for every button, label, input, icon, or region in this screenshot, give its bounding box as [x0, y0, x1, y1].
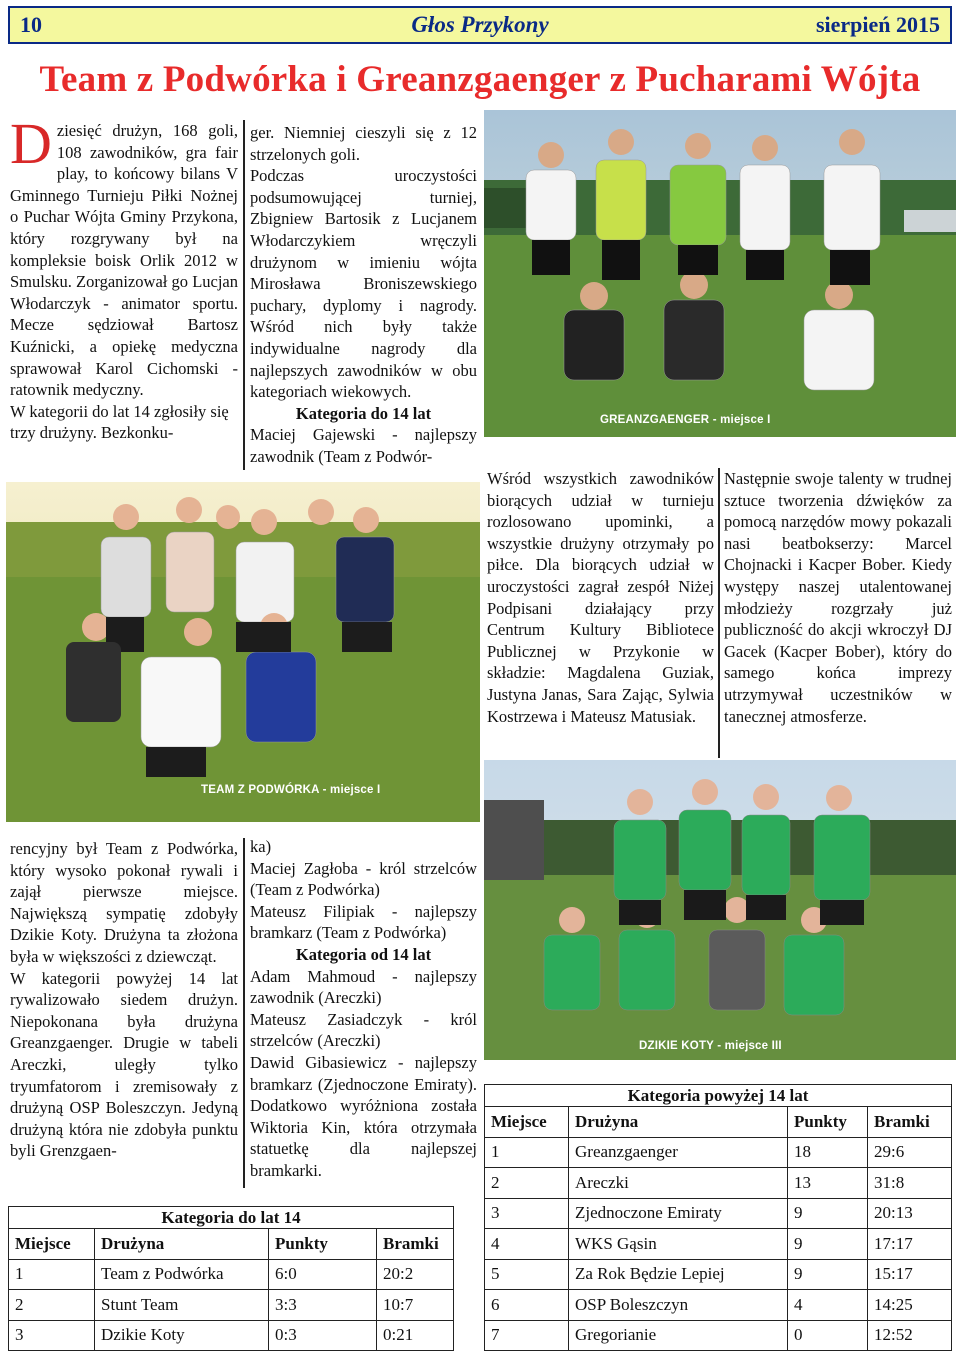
award-line: Maciej Zagłoba - król strzelców (Team z Podwórka): [250, 858, 477, 900]
table-row: [9, 1320, 454, 1351]
cell-points: 3:3: [269, 1290, 377, 1321]
cell-points: 9: [788, 1198, 868, 1229]
article-headline: Team z Podwórka i Greanzgaenger z Pucharami Wójta: [39, 59, 921, 100]
table-row: [485, 1290, 952, 1321]
intro-paragraph: ziesięć drużyn, 168 goli, 108 zawodników, gra fair play, to końcowy bilans V Gminnego Turnieju Piłki Nożnej o Puchar Wójta Gminy Przykona, który rozgrywany był na kompleksie boisk Orlik 2012 w Smulsku. Zorganizował go Lucjan Włodarczyk - animator sportu. Mecze sędziował Bartosz Kuźnicki, a opiekę medyczna sprawował Karol Cichomski - ratownik medyczny.: [10, 121, 238, 400]
table-row: [485, 1198, 952, 1229]
paragraph: rencyjny był Team z Podwórka, który wysoko pokonał rywali i zajął pierwsze miejsce. Największą sympatię zdobyły Dzikie Koty. Drużyna ta złożona była w większości z dziewcząt.: [10, 839, 238, 966]
table-header-row: [485, 1107, 952, 1138]
cell-team: OSP Boleszczyn: [569, 1290, 788, 1321]
cell-place: 3: [9, 1320, 95, 1351]
section-heading: Kategoria do 14 lat: [295, 403, 432, 423]
cell-points: 9: [788, 1229, 868, 1260]
issue-date: sierpień 2015: [815, 12, 940, 37]
cell-place: 4: [485, 1229, 569, 1260]
table-row: [9, 1259, 454, 1290]
article-column-3: [487, 468, 714, 727]
column-divider: [718, 468, 720, 758]
cell-goals: 0:21: [377, 1320, 454, 1351]
paragraph: Wśród wszystkich zawodników biorących udział w turnieju rozlosowano upominki, a wszystkie drużyny otrzymały po piłce. Dla biorących udział w uroczystości zagrał zespół Niżej Podpisani działający przy Centrum Kultury Bibliotece Publicznej w Przykonie w składzie: Magdalena Guziak, Justyna Janas, Sara Zając, Sylwia Kostrzewa i Mateusz Matusiak.: [487, 469, 714, 726]
table-row: [485, 1259, 952, 1290]
paragraph: Następnie swoje talenty w trudnej sztuce tworzenia dźwięków za pomocą narzędów mowy pokazali nasi beatbokserzy: Marcel Chojnacki i Kacper Bober. Kiedy występy naszej utalentowanej młodzieży rozgrzały już publiczność do akcji wkroczył DJ Gacek (Kacper Bober), który do samego końca imprezy utrzymywał uczestników w tanecznej atmosferze.: [724, 469, 952, 726]
table-row: [485, 1168, 952, 1199]
table-row: [9, 1290, 454, 1321]
award-line: ka): [250, 837, 272, 856]
page-header: [8, 6, 952, 44]
column-header: Bramki: [377, 1229, 454, 1260]
column-header: Drużyna: [95, 1229, 269, 1260]
cell-team: WKS Gąsin: [569, 1229, 788, 1260]
article-column-4: [724, 468, 952, 727]
photo-team-z-podworka: [6, 482, 480, 822]
cell-team: Team z Podwórka: [95, 1259, 269, 1290]
column-header: Miejsce: [9, 1229, 95, 1260]
cell-goals: 12:52: [868, 1320, 952, 1351]
page-number: 10: [20, 12, 42, 37]
cell-place: 6: [485, 1290, 569, 1321]
column-header: Drużyna: [569, 1107, 788, 1138]
drop-cap: D: [10, 111, 52, 176]
cell-team: Zjednoczone Emiraty: [569, 1198, 788, 1229]
article-column-5: [10, 838, 238, 1162]
cell-team: Dzikie Koty: [95, 1320, 269, 1351]
cell-points: 0:3: [269, 1320, 377, 1351]
paragraph: Podczas uroczystości podsumowującej turniej, Zbigniew Bartosik z Lucjanem Włodarczykiem wręczyli drużynom w imieniu wójta Mirosława Broniszewskiego puchary, dyplomy i nagrody. Wśród nich były także indywidualne nagrody dla najlepszych zawodników w obu kategoriach wiekowych.: [250, 166, 477, 402]
cell-team: Za Rok Będzie Lepiej: [569, 1259, 788, 1290]
results-table-o14: [484, 1084, 952, 1351]
cell-goals: 29:6: [868, 1137, 952, 1168]
photo-caption: GREANZGAENGER - miejsce I: [600, 414, 771, 426]
cell-place: 1: [9, 1259, 95, 1290]
cell-points: 18: [788, 1137, 868, 1168]
cell-team: Areczki: [569, 1168, 788, 1199]
cell-place: 7: [485, 1320, 569, 1351]
column-header: Miejsce: [485, 1107, 569, 1138]
column-divider: [243, 838, 245, 1188]
column-header: Punkty: [269, 1229, 377, 1260]
cell-place: 2: [485, 1168, 569, 1199]
cell-points: 4: [788, 1290, 868, 1321]
cell-points: 6:0: [269, 1259, 377, 1290]
paragraph: W kategorii powyżej 14 lat rywalizowało siedem drużyn. Niepokonana była drużyna Greanzgaenger. Drugie w tabeli Areczki, uległy tylko tryumfatorom i zremisowały z drużyną OSP Boleszczyn. Jedyną drużyną która nie zdobyła punktu byli Grenzgaen-: [10, 968, 238, 1161]
cell-points: 9: [788, 1259, 868, 1290]
table-title: Kategoria powyżej 14 lat: [485, 1085, 952, 1107]
cell-goals: 14:25: [868, 1290, 952, 1321]
column-divider: [243, 120, 245, 470]
cell-place: 2: [9, 1290, 95, 1321]
cell-team: Gregorianie: [569, 1320, 788, 1351]
cell-team: Stunt Team: [95, 1290, 269, 1321]
cell-place: 5: [485, 1259, 569, 1290]
award-line: Adam Mahmoud - najlepszy zawodnik (Areczki): [250, 966, 477, 1008]
cell-goals: 15:17: [868, 1259, 952, 1290]
award-line: Mateusz Filipiak - najlepszy bramkarz (Team z Podwórka): [250, 901, 477, 943]
photo-greanzgaenger: [484, 110, 956, 437]
paragraph: ger. Niemniej cieszyli się z 12 strzelonych goli.: [250, 123, 477, 164]
cell-team: Greanzgaenger: [569, 1137, 788, 1168]
table-row: [485, 1320, 952, 1351]
cell-goals: 31:8: [868, 1168, 952, 1199]
cell-place: 1: [485, 1137, 569, 1168]
photo-dzikie-koty: [484, 760, 956, 1060]
section-heading: Kategoria od 14 lat: [295, 944, 432, 964]
column-header: Bramki: [868, 1107, 952, 1138]
table-title: Kategoria do lat 14: [9, 1207, 454, 1229]
photo-caption: TEAM Z PODWÓRKA - miejsce I: [201, 784, 381, 796]
article-column-2: [250, 122, 477, 468]
article-column-1: [10, 111, 238, 444]
photo-caption: DZIKIE KOTY - miejsce III: [639, 1040, 782, 1052]
paragraph: Maciej Gajewski - najlepszy zawodnik (Team z Podwór-: [250, 425, 477, 466]
paragraph: W kategorii do lat 14 zgłosiły się trzy drużyny. Bezkonku-: [10, 401, 229, 443]
column-header: Punkty: [788, 1107, 868, 1138]
cell-goals: 20:13: [868, 1198, 952, 1229]
table-row: [485, 1229, 952, 1260]
cell-goals: 20:2: [377, 1259, 454, 1290]
table-header-row: [9, 1229, 454, 1260]
award-line: Dawid Gibasiewicz - najlepszy bramkarz (Zjednoczone Emiraty). Dodatkowo wyróżniona została Wiktoria Kin, która otrzymała statuetkę dla najlepszej bramkarki.: [250, 1052, 477, 1180]
cell-goals: 17:17: [868, 1229, 952, 1260]
results-table-u14: [8, 1206, 454, 1351]
award-line: Mateusz Zasiadczyk - król strzelców (Areczki): [250, 1009, 477, 1051]
cell-place: 3: [485, 1198, 569, 1229]
table-row: [485, 1137, 952, 1168]
masthead-title: Głos Przykony: [411, 12, 549, 37]
cell-points: 0: [788, 1320, 868, 1351]
cell-goals: 10:7: [377, 1290, 454, 1321]
cell-points: 13: [788, 1168, 868, 1199]
article-column-6: [250, 836, 477, 1182]
